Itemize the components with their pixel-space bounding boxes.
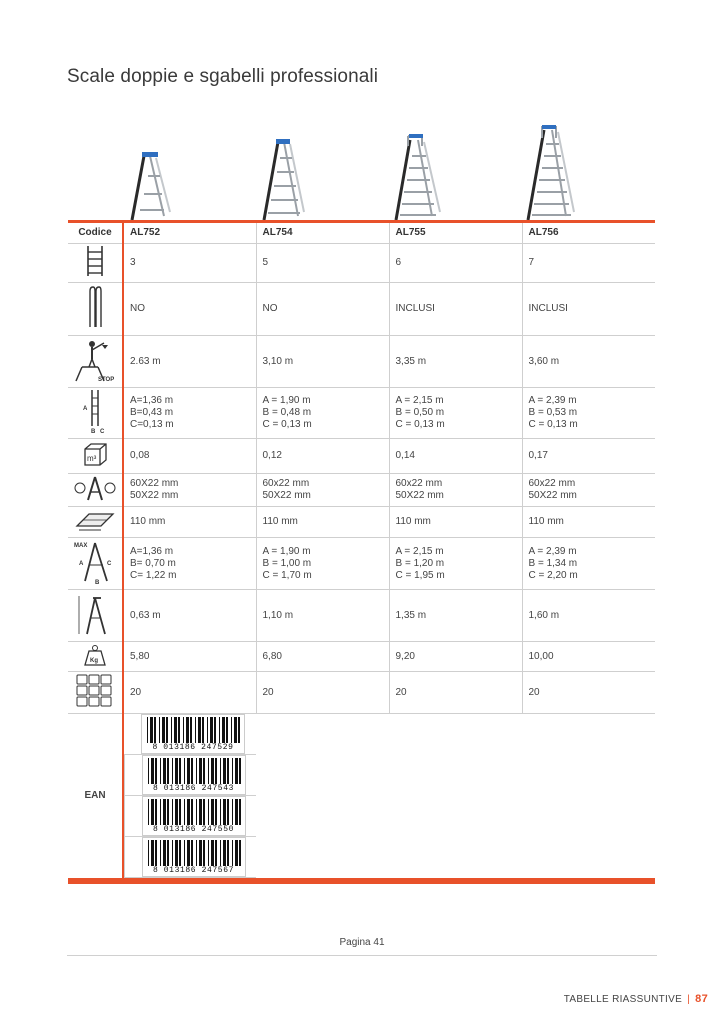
cell: 0,14 xyxy=(389,439,522,474)
barcode-al755: 8 013186 247550 xyxy=(124,796,256,837)
cell: NO xyxy=(256,283,389,336)
table-row xyxy=(68,336,655,388)
cell: A = 2,15 m B = 0,50 m C = 0,13 m xyxy=(389,388,522,439)
barcode-al756: 8 013186 247567 xyxy=(124,837,256,878)
footer-page-number: 87 xyxy=(695,993,708,1005)
table-row xyxy=(68,388,655,439)
cell: 3,35 m xyxy=(389,336,522,388)
cell: 0,08 xyxy=(123,439,256,474)
ladder-image-al756 xyxy=(524,124,578,222)
ladder-image-al755 xyxy=(392,132,444,222)
cell: 0,17 xyxy=(522,439,655,474)
cell: 1,35 m xyxy=(389,590,522,642)
barcode-al754: 8 013186 247543 xyxy=(124,755,256,796)
ean-label: EAN xyxy=(68,714,123,882)
weight-icon xyxy=(83,643,107,667)
cell: 5 xyxy=(256,244,389,283)
table-row xyxy=(68,672,655,714)
cell: A=1,36 m B=0,43 m C=0,13 m xyxy=(123,388,256,439)
cell: 3,60 m xyxy=(522,336,655,388)
cell: A=1,36 m B= 0,70 m C= 1,22 m xyxy=(123,538,256,590)
cell: 110 mm xyxy=(256,507,389,538)
svg-text:STOP: STOP xyxy=(98,376,115,383)
cell: 20 xyxy=(389,672,522,714)
cell: 60x22 mm 50X22 mm xyxy=(256,474,389,507)
cell: 10,00 xyxy=(522,642,655,672)
cell: A = 1,90 m B = 1,00 m C = 1,70 m xyxy=(256,538,389,590)
cell: 2.63 m xyxy=(123,336,256,388)
cell: 0,63 m xyxy=(123,590,256,642)
footer-separator: | xyxy=(687,994,691,1005)
cell: 20 xyxy=(256,672,389,714)
pallet-icon xyxy=(75,673,115,709)
model-al754: AL754 xyxy=(256,222,389,244)
cell: 110 mm xyxy=(389,507,522,538)
cell: 1,60 m xyxy=(522,590,655,642)
svg-text:Kg: Kg xyxy=(90,657,98,664)
step-depth-icon xyxy=(73,508,117,532)
cell: 110 mm xyxy=(123,507,256,538)
ladder-image-al754 xyxy=(258,138,308,222)
table-row xyxy=(68,590,655,642)
table-header-row xyxy=(68,222,655,244)
cell: 3,10 m xyxy=(256,336,389,388)
cell: 7 xyxy=(522,244,655,283)
page-label: Pagina 41 xyxy=(339,937,385,948)
cell: 60x22 mm 50X22 mm xyxy=(389,474,522,507)
cell: 0,12 xyxy=(256,439,389,474)
svg-text:A: A xyxy=(83,406,88,412)
cell: 6 xyxy=(389,244,522,283)
svg-text:C: C xyxy=(100,429,105,434)
profile-section-icon xyxy=(72,474,118,502)
volume-icon xyxy=(81,441,109,467)
cell: NO xyxy=(123,283,256,336)
working-height-icon xyxy=(70,337,120,383)
table-row-ean xyxy=(68,714,655,882)
codice-label: Codice xyxy=(68,222,123,244)
footer-section: TABELLE RIASSUNTIVE xyxy=(563,994,683,1005)
model-al756: AL756 xyxy=(522,222,655,244)
table-row xyxy=(68,474,655,507)
cell: INCLUSI xyxy=(389,283,522,336)
table-row xyxy=(68,538,655,590)
cell: INCLUSI xyxy=(522,283,655,336)
barcode-al752: 8 013186 247529 xyxy=(124,714,256,755)
footer-divider xyxy=(67,955,657,956)
svg-text:C: C xyxy=(107,560,112,567)
table-row xyxy=(68,283,655,336)
svg-text:m³: m³ xyxy=(87,454,97,463)
platform-height-icon xyxy=(75,592,115,636)
cell: A = 2,39 m B = 1,34 m C = 2,20 m xyxy=(522,538,655,590)
cell: 20 xyxy=(522,672,655,714)
table-row xyxy=(68,507,655,538)
cell: A = 1,90 m B = 0,48 m C = 0,13 m xyxy=(256,388,389,439)
svg-text:B: B xyxy=(91,429,96,434)
folded-dimensions-icon xyxy=(80,388,110,434)
svg-text:B: B xyxy=(95,579,100,585)
svg-text:MAX: MAX xyxy=(74,542,88,549)
cell: 20 xyxy=(123,672,256,714)
cell: 3 xyxy=(123,244,256,283)
model-al755: AL755 xyxy=(389,222,522,244)
cell: 5,80 xyxy=(123,642,256,672)
cell: 1,10 m xyxy=(256,590,389,642)
table-row xyxy=(68,439,655,474)
steps-icon xyxy=(85,245,105,277)
ladder-image-al752 xyxy=(124,150,174,222)
cell: 9,20 xyxy=(389,642,522,672)
cell: A = 2,39 m B = 0,53 m C = 0,13 m xyxy=(522,388,655,439)
table-row xyxy=(68,244,655,283)
cell: A = 2,15 m B = 1,20 m C = 1,95 m xyxy=(389,538,522,590)
open-dimensions-icon xyxy=(73,539,117,585)
spec-table xyxy=(68,220,655,884)
cell: 6,80 xyxy=(256,642,389,672)
cell: 60X22 mm 50X22 mm xyxy=(123,474,256,507)
cell: 110 mm xyxy=(522,507,655,538)
product-images xyxy=(0,120,724,220)
side-rails-icon xyxy=(83,285,107,329)
table-row xyxy=(68,642,655,672)
footer xyxy=(564,993,708,1005)
model-al752: AL752 xyxy=(123,222,256,244)
svg-text:A: A xyxy=(79,560,84,567)
page-title: Scale doppie e sgabelli professionali xyxy=(67,66,379,87)
cell: 60x22 mm 50X22 mm xyxy=(522,474,655,507)
